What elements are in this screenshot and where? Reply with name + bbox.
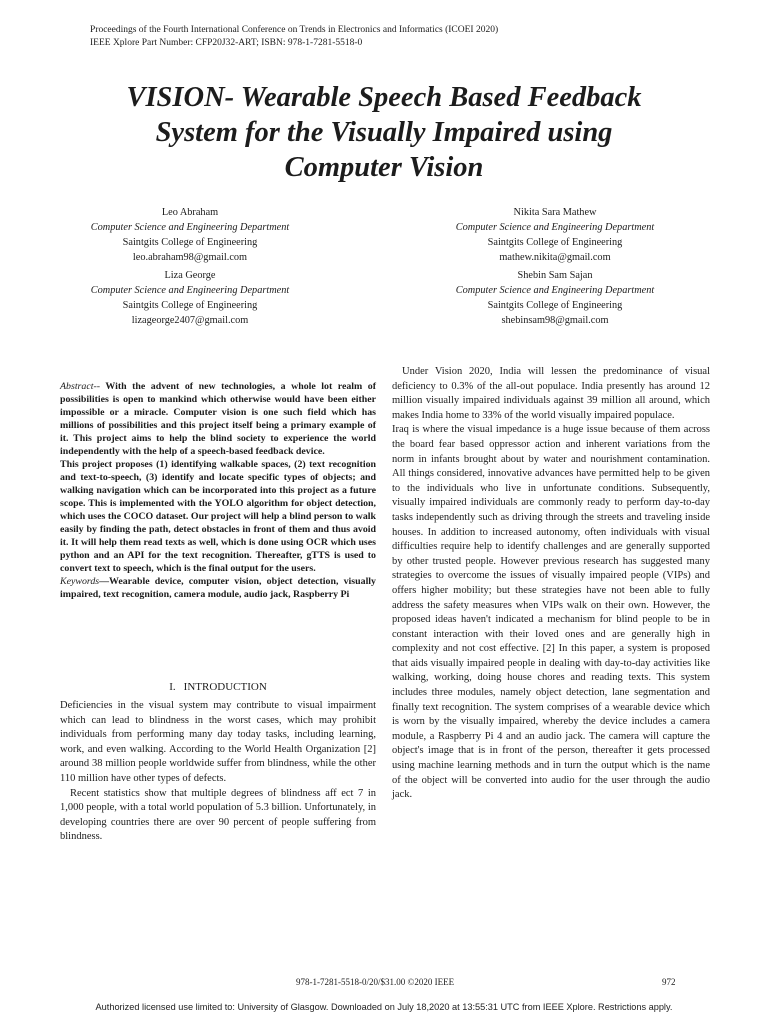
author-block bbox=[30, 268, 350, 328]
keywords-label: Keywords bbox=[60, 576, 100, 587]
conference-header-line: Proceedings of the Fourth International Conference on Trends in Electronics and Informatics (ICOEI 2020) bbox=[90, 25, 499, 35]
author-name: Leo Abraham bbox=[161, 207, 219, 218]
section-number: I. bbox=[169, 681, 176, 693]
keywords-text: —Wearable device, computer vision, object detection, visually impaired, text recognition, camera module, audio jack, Raspberry Pi bbox=[60, 576, 376, 600]
author-name: Liza George bbox=[164, 270, 216, 281]
conference-header bbox=[90, 24, 498, 50]
author-block bbox=[395, 205, 715, 265]
abstract bbox=[60, 380, 376, 601]
title-line: Computer Vision bbox=[284, 152, 484, 183]
body-paragraph: Recent statistics show that multiple degrees of blindness aff ect 7 in 1,000 people, with a total world population of 5.3 billion. Unfortunately, in developing countries there are over 90 percent of people suffering from blindness. bbox=[60, 787, 376, 843]
author-email[interactable]: shebinsam98@gmail.com bbox=[501, 315, 609, 326]
body-paragraph: Under Vision 2020, India will lessen the predominance of visual deficiency to 0.3% of the all-out populace. India presently has around 12 million visually impaired individuals against 39 million all around, which makes India home to 33% of the world visually impaired populace. bbox=[392, 366, 710, 421]
right-column-body bbox=[392, 365, 710, 803]
abstract-paragraph: This project proposes (1) identifying walkable spaces, (2) text recognition and text-to-speech, (3) identify and locate specific types of objects; and walking navigation which can be incorporated into this project as a future scope. This is implemented with the YOLO algorithm for object detection, which uses the COCO dataset. Our project will help a blind person to walk easily by finding the path, detect obstacles in front of them and thus avoid it. It will help them read texts as well, which is done using OCR which uses python and an API for the text recognition. Thereafter, gTTS is used to convert text to speech, which is the final output for the users. bbox=[60, 459, 376, 574]
author-name: Shebin Sam Sajan bbox=[517, 270, 593, 281]
author-email[interactable]: mathew.nikita@gmail.com bbox=[499, 252, 611, 263]
author-name: Nikita Sara Mathew bbox=[513, 207, 597, 218]
author-block bbox=[30, 205, 350, 265]
isbn-header-line: IEEE Xplore Part Number: CFP20J32-ART; ISBN: 978-1-7281-5518-0 bbox=[90, 38, 363, 48]
abstract-text: With the advent of new technologies, a whole lot realm of possibilities is open to mankind which otherwise would have been either impossible or a miracle. Computer vision is one such field which has millions of possibilities and this project itself being a primary example of it. This project aims to help the blind society to experience the world independently with the help of a speech-based feedback device. bbox=[60, 381, 376, 457]
author-department: Computer Science and Engineering Department bbox=[455, 285, 655, 296]
author-department: Computer Science and Engineering Department bbox=[90, 222, 290, 233]
author-block bbox=[395, 268, 715, 328]
author-college: Saintgits College of Engineering bbox=[487, 237, 623, 248]
author-email[interactable]: leo.abraham98@gmail.com bbox=[132, 252, 248, 263]
abstract-paragraph bbox=[60, 380, 376, 458]
abstract-label: Abstract-- bbox=[60, 381, 101, 392]
keywords-paragraph bbox=[60, 575, 376, 601]
footer-isbn: 978-1-7281-5518-0/20/$31.00 ©2020 IEEE bbox=[296, 977, 455, 987]
section-heading-introduction bbox=[60, 680, 376, 694]
body-paragraph: Deficiencies in the visual system may contribute to visual impairment which can lead to blindness in the worst cases, which may prohibit individuals from performing many day today tasks, including learning, work, and even walking. According to the World Health Organization [2] around 38 million people worldwide suffer from blindness, while the other 110 million have other types of defects. bbox=[60, 700, 376, 784]
author-email[interactable]: lizageorge2407@gmail.com bbox=[131, 315, 249, 326]
title-line: System for the Visually Impaired using bbox=[155, 117, 613, 148]
author-college: Saintgits College of Engineering bbox=[122, 237, 258, 248]
license-notice: Authorized licensed use limited to: University of Glasgow. Downloaded on July 18,2020 at 13:55:31 UTC from IEEE Xplore. Restrictions apply. bbox=[95, 1002, 673, 1012]
body-paragraph: Iraq is where the visual impedance is a huge issue because of them across the board fear based oppressor action and inherent variations from the norm in infants brought about by water and nourishment contamination. All things considered, innovative advances have permitted help to be given to the individuals who live in unfortunate conditions. Subsequently, visually impaired individuals are commonly ready to perform day-to-day tasks independently such as driving through the streets and traveling inside houses. In addition to increased autonomy, often individuals with visual difficulties require help to identify challenges and are generally supported by other trusted people. However previous research has suggested many strategies to overcome the issues of visually impaired people (VIPs) and offers higher mobility; but these strategies have not been able to fully address the safety measures when VIPs walk on their own. However, the proposed ideas haven't indicated a mechanism for blind people to be in constant interaction with their loved ones and are generally high in complexity and not cost effective. [2] In this paper, a system is proposed that aids visually impaired people in dealing with day-to-day activities like walking, working, doing house chores and reading texts. This system includes three modules, namely object detection, lane segmentation and finally text recognition. The system comprises of a wearable device which is worn by the visually impaired, whereby the device includes a camera module, a Raspberry Pi 4 and an audio jack. The camera will capture the object's image that is in front of the person, thereafter it gets processed using machine learning methods and in turn the output which is the name of the object will be converted into audio for the user through the audio jack. bbox=[392, 424, 710, 801]
author-department: Computer Science and Engineering Department bbox=[90, 285, 290, 296]
page-number: 972 bbox=[662, 977, 676, 987]
introduction-body bbox=[60, 699, 376, 845]
section-title: INTRODUCTION bbox=[183, 681, 267, 693]
author-college: Saintgits College of Engineering bbox=[122, 300, 258, 311]
author-department: Computer Science and Engineering Department bbox=[455, 222, 655, 233]
title-line: VISION- Wearable Speech Based Feedback bbox=[126, 82, 642, 113]
paper-title bbox=[60, 80, 708, 185]
author-college: Saintgits College of Engineering bbox=[487, 300, 623, 311]
